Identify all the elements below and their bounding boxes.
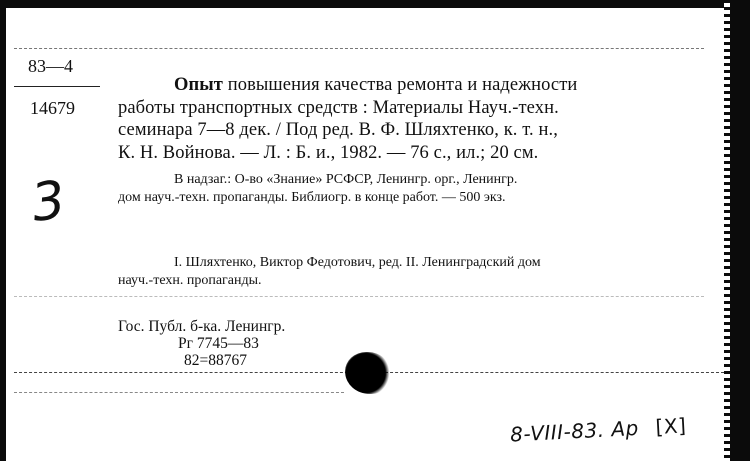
holder-library: Гос. Публ. б-ка. Ленингр. [118,318,286,335]
entry-line-3: семинара 7—8 дек. / Под ред. В. Ф. Шляхтенко, к. т. н., [118,120,558,140]
scan-border-perforation [724,0,730,461]
handwritten-initials: Ар [610,415,640,442]
handwritten-annotation [509,413,686,446]
call-number-rule [14,86,100,87]
main-entry [118,74,693,164]
holder-number-2: 82=88767 [184,352,247,369]
tracings-block [118,254,690,290]
entry-line-1: повышения качества ремонта и надежности [227,75,578,95]
tracing-line-2: науч.-техн. пропаганды. [118,273,262,288]
note-line-2: дом науч.-техн. пропаганды. Библиогр. в конце работ. — 500 экз. [118,190,506,205]
divider-top [14,48,704,49]
ink-blot [345,352,391,394]
handwritten-bracket: [Х] [654,413,687,439]
entry-line-2: работы транспортных средств : Материалы Науч.-техн. [118,97,559,118]
entry-title: Опыт [174,75,223,95]
divider-middle [14,296,704,297]
holder-number-1: Рг 7745—83 [178,335,259,352]
note-line-1: В надзаг.: О-во «Знание» РСФСР, Ленингр. орг., Ленингр. [174,172,518,187]
inventory-number: 14679 [30,98,75,118]
scan-border-top [0,0,750,8]
call-number: 83—4 [28,56,73,76]
tracing-line-1: I. Шляхтенко, Виктор Федотович, ред. II. Ленинградский дом [174,255,541,270]
divider-bottom-2 [14,392,344,393]
entry-line-4: К. Н. Войнова. — Л. : Б. и., 1982. — 76 с., ил.; 20 см. [118,142,539,163]
scan-border-right [730,0,750,461]
holder-block [118,318,285,369]
scan-border-left [0,0,6,461]
handwritten-date: 8-VIII-83. [509,417,606,447]
note-block [118,171,693,207]
handwritten-shelf-mark: 3 [27,169,70,235]
